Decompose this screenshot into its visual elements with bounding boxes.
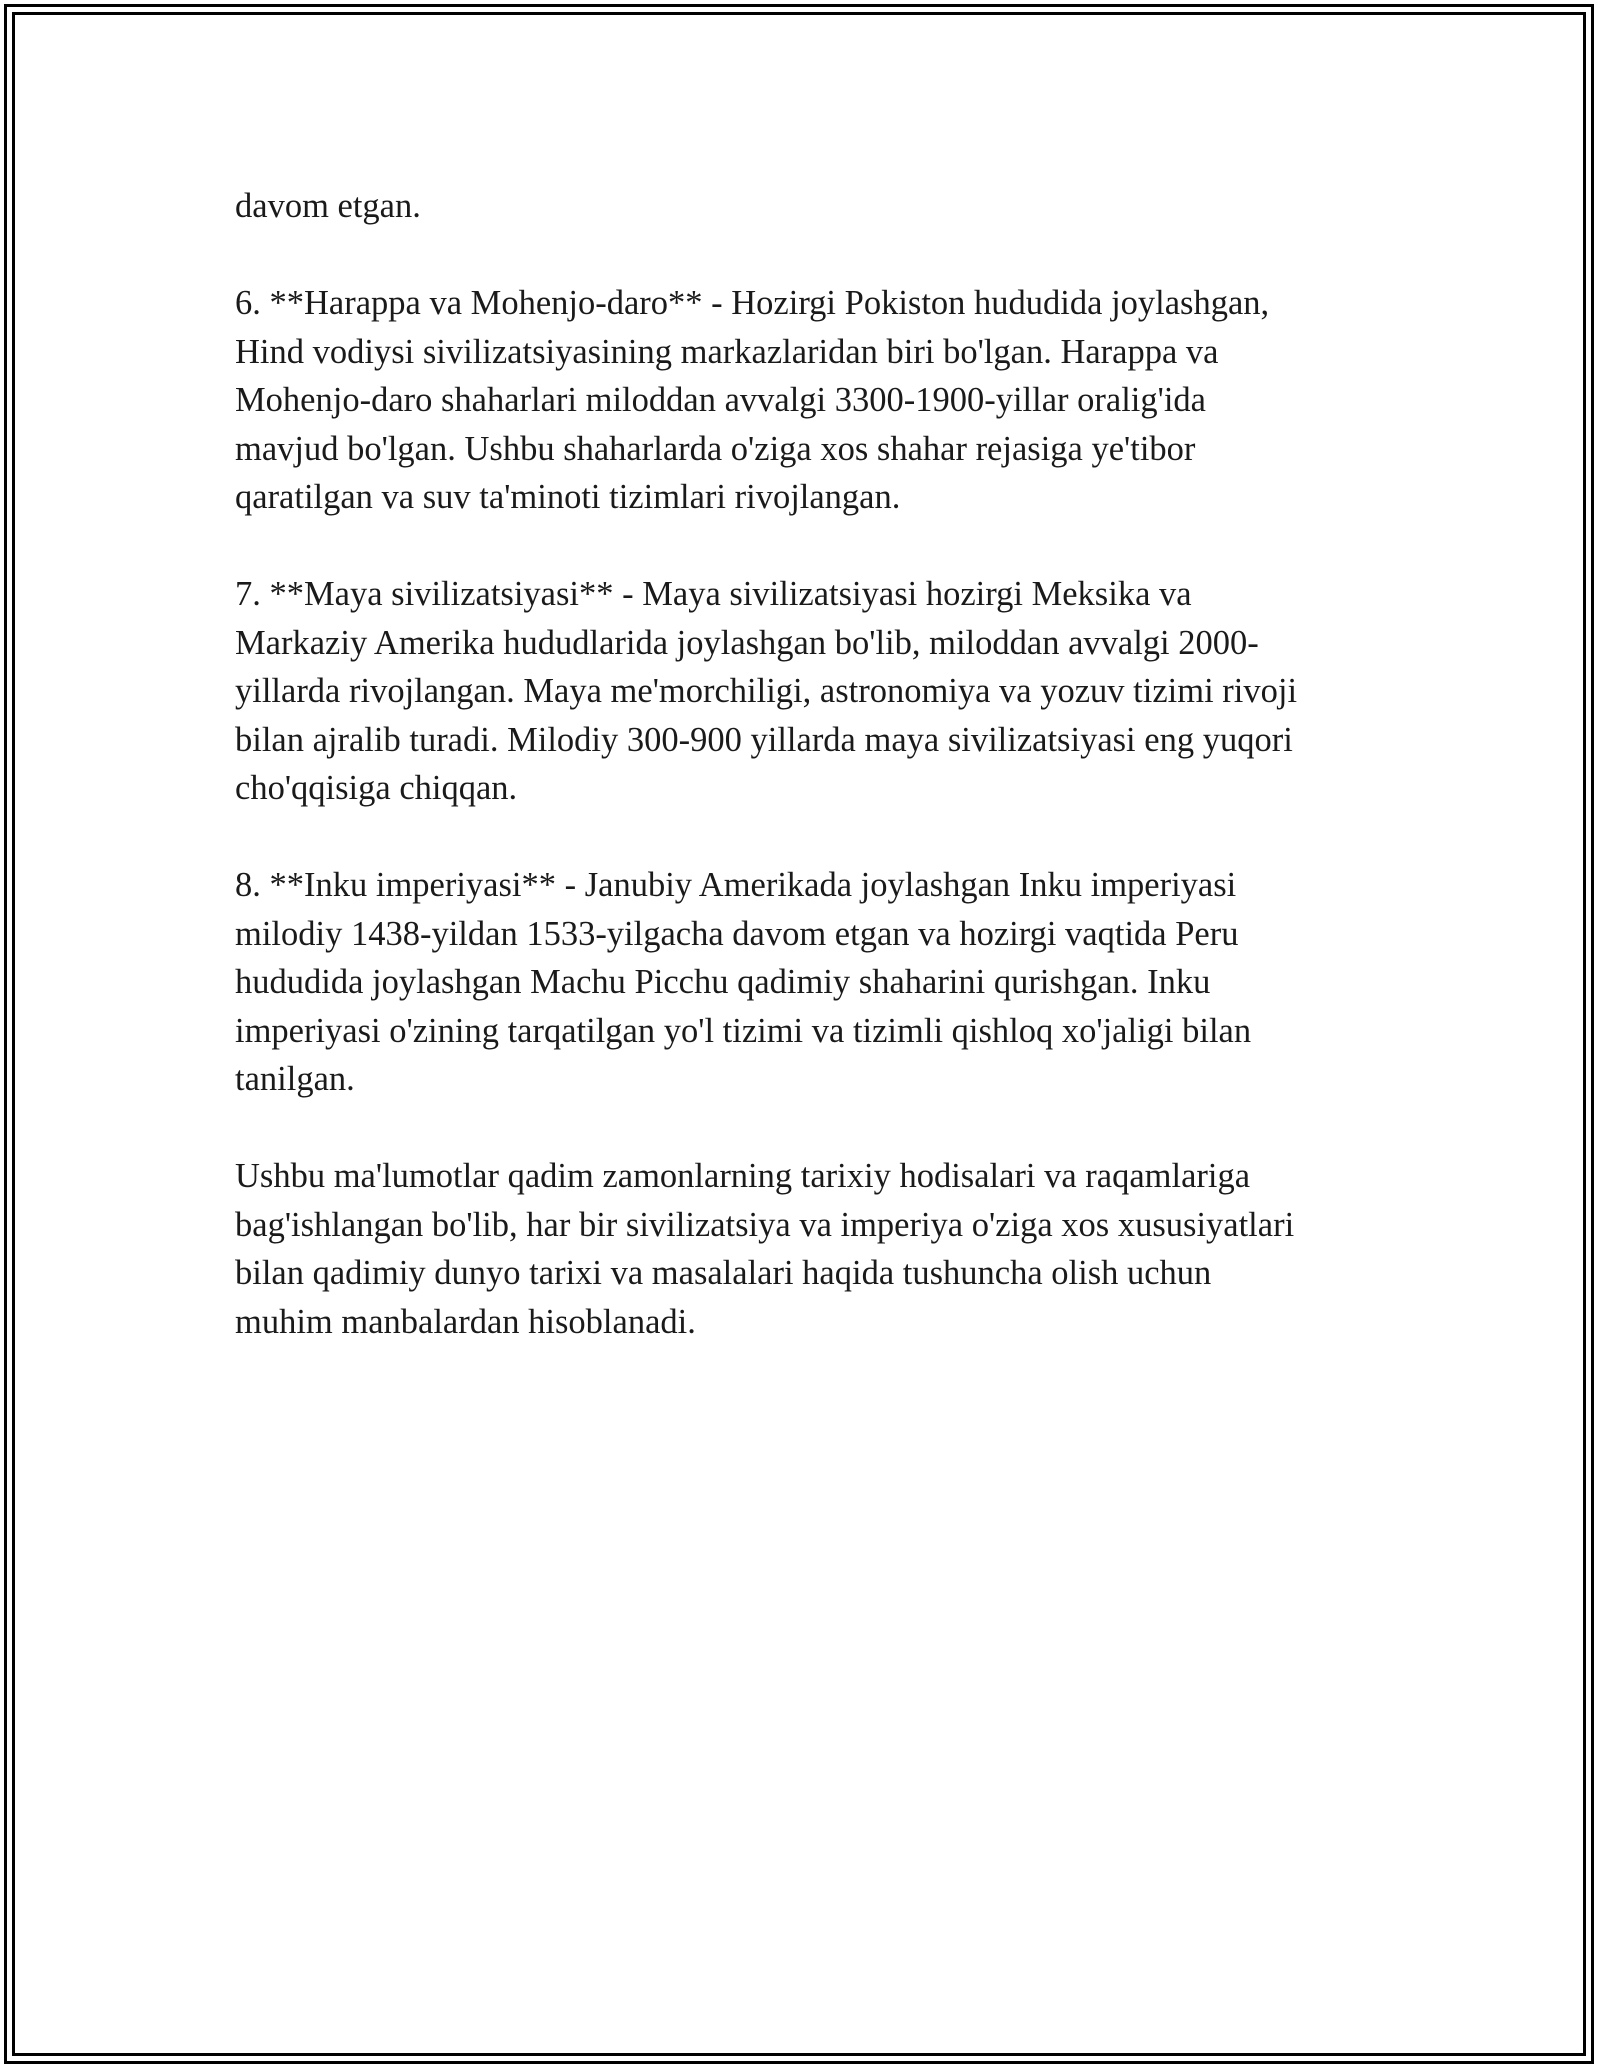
continuation-paragraph: davom etgan. (235, 187, 421, 225)
document-body (235, 182, 1375, 1346)
item-7-maya-paragraph: 7. **Maya sivilizatsiyasi** - Maya sivilizatsiyasi hozirgi Meksika va Markaziy Amerika hududlarida joylashgan bo'lib, miloddan avvalgi 2000- yillarda rivojlangan. Maya me'morchiligi, astronomiya va yozuv tizimi rivoji bilan ajralib turadi. Milodiy 300-900 yillarda maya sivilizatsiyasi eng yuqori cho'qqisiga chiqqan. (235, 575, 1298, 807)
item-8-inku-paragraph: 8. **Inku imperiyasi** - Janubiy Amerikada joylashgan Inku imperiyasi milodiy 1438-yildan 1533-yilgacha davom etgan va hozirgi vaqtida Peru hududida joylashgan Machu Picchu qadimiy shaharini qurishgan. Inku imperiyasi o'zining tarqatilgan yo'l tizimi va tizimli qishloq xo'jaligi bilan tanilgan. (235, 866, 1252, 1098)
conclusion-paragraph: Ushbu ma'lumotlar qadim zamonlarning tarixiy hodisalari va raqamlariga bag'ishlangan bo'lib, har bir sivilizatsiya va imperiya o'ziga xos xususiyatlari bilan qadimiy dunyo tarixi va masalalari haqida tushuncha olish uchun muhim manbalardan hisoblanadi. (235, 1157, 1295, 1341)
item-6-harappa-paragraph: 6. **Harappa va Mohenjo-daro** - Hozirgi Pokiston hududida joylashgan, Hind vodiysi sivilizatsiyasining markazlaridan biri bo'lgan. Harappa va Mohenjo-daro shaharlari miloddan avvalgi 3300-1900-yillar oralig'ida mavjud bo'lgan. Ushbu shaharlarda o'ziga xos shahar rejasiga ye'tibor qaratilgan va suv ta'minoti tizimlari rivojlangan. (235, 284, 1270, 516)
